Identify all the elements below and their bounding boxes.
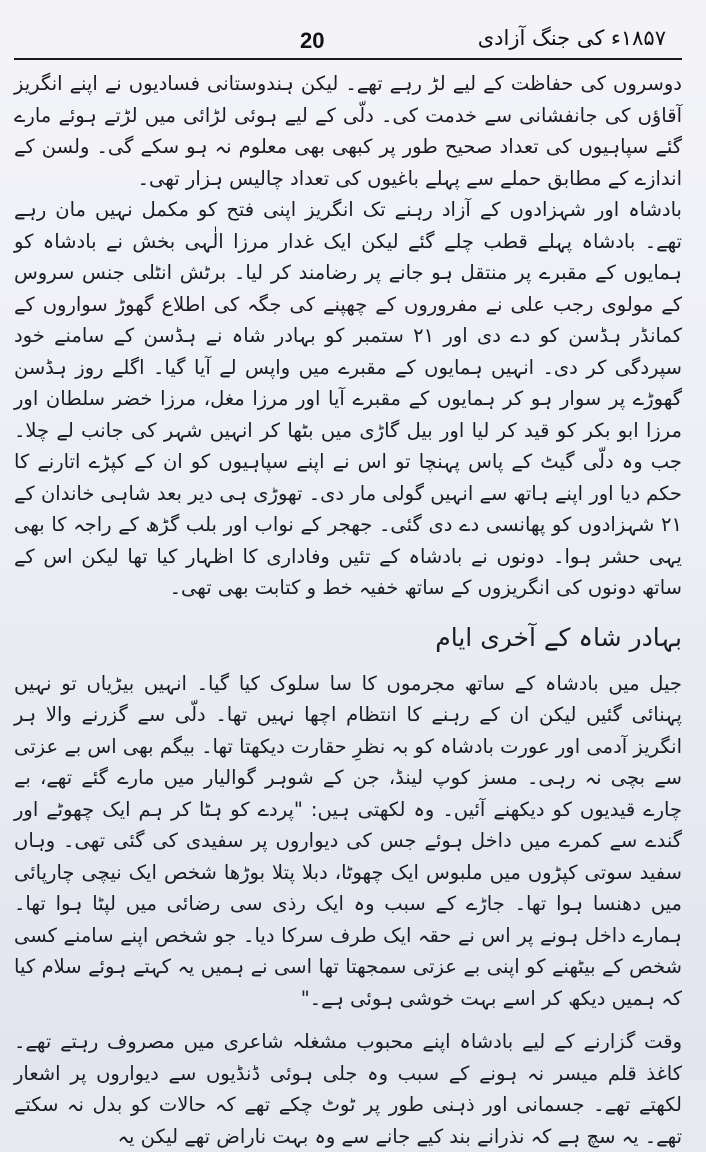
paragraph-2: بادشاہ اور شہزادوں کے آزاد رہنے تک انگریز اپنی فتح کو مکمل نہیں مان رہے تھے۔ بادشاہ پہلے قطب چلے گئے لیکن ایک غدار مرزا الٰہی بخش نے بادشاہ کو ہمایوں کے مقبرے پر منتقل ہو جانے پر رضامند کر لیا۔ برٹش انٹلی جنس سروس کے مولوی رجب علی نے مفروروں کے چھپنے کی جگہ کی اطلاع گھوڑ سواروں کے کمانڈر ہڈسن کو دے دی اور ۲۱ ستمبر کو بہادر شاہ نے ہڈسن کے سامنے خود سپردگی کر دی۔ انہیں ہمایوں کے مقبرے میں واپس لے آیا گیا۔ اگلے روز ہڈسن گھوڑے پر سوار ہو کر ہمایوں کے مقبرے آیا اور مرزا مغل، مرزا خضر سلطان اور مرزا ابو بکر کو قید کر لیا اور بیل گاڑی میں بٹھا کر انہیں شہر کی جانب لے چلا۔ جب وہ دلّی گیٹ کے پاس پہنچا تو اس نے اپنے سپاہیوں کو ان کے کپڑے اتارنے کا حکم دیا اور اپنے ہاتھ سے انہیں گولی مار دی۔ تھوڑی ہی دیر بعد شاہی خاندان کے ۲۱ شہزادوں کو پھانسی دے دی گئی۔ جھجر کے نواب اور بلب گڑھ کے راجہ کا بھی یہی حشر ہوا۔ دونوں نے بادشاہ کے تئیں وفاداری کا اظہار کیا تھا لیکن اس کے ساتھ دونوں کی انگریزوں کے ساتھ خفیہ خط و کتابت بھی تھی۔ — [14, 198, 683, 599]
paragraph-1: دوسروں کی حفاظت کے لیے لڑ رہے تھے۔ لیکن ہندوستانی فسادیوں نے اپنے انگریز آقاؤں کی جانفشانی سے خدمت کی۔ دلّی کے لیے ہوئی لڑائی میں لڑتے ہوئے مارے گئے سپاہیوں کی تعداد صحیح طور پر کبھی بھی معلوم نہ ہو سکے گی۔ ولسن کے اندازے کے مطابق حملے سے پہلے باغیوں کی تعداد چالیس ہزار تھی۔ — [14, 72, 682, 190]
page-number: 20 — [300, 28, 325, 53]
section-paragraph-2: وقت گزارنے کے لیے بادشاہ اپنے محبوب مشغلہ شاعری میں مصروف رہتے تھے۔ کاغذ قلم میسر نہ ہونے کے سبب وہ جلی ہوئی ڈنڈیوں سے دیواروں پر اشعار لکھتے تھے۔ جسمانی اور ذہنی طور پر ٹوٹ چکے تھے کہ حالات کو بدل نہ سکتے تھے۔ یہ سچ ہے کہ نذرانے بند کیے جانے سے وہ بہت ناراض تھے لیکن یہ — [14, 1030, 682, 1148]
header-divider — [14, 58, 682, 60]
section-paragraph-1: جیل میں بادشاہ کے ساتھ مجرموں کا سا سلوک کیا گیا۔ انہیں بیڑیاں تو نہیں پہنائی گئیں لیکن ان کے رہنے کا انتظام اچھا نہیں تھا۔ دلّی سے گزرنے والا ہر انگریز آدمی اور عورت بادشاہ کو بہ نظرِ حقارت دیکھتا تھا۔ بیگم بھی اس بے عزتی سے بچی نہ رہی۔ مسز کوپ لینڈ، جن کے شوہر گوالیار میں مارے گئے تھے، بے چارے قیدیوں کو دیکھنے آئیں۔ وہ لکھتی ہیں: "پردے کو ہٹا کر ہم ایک چھوٹے اور گندے سے کمرے میں داخل ہوئے جس کی دیواروں پر سفیدی کی گئی تھی۔ وہاں سفید سوتی کپڑوں میں ملبوس ایک چھوٹا، دبلا پتلا بوڑھا شخص ایک نیچی چارپائی میں دھنسا ہوا تھا۔ جاڑے کے سبب وہ ایک رذی سی رضائی میں لپٹا ہوا تھا۔ ہمارے داخل ہونے پر اس نے حقہ ایک طرف سرکا دیا۔ جو شخص اپنے سامنے کسی شخص کے بیٹھنے کو اپنی بے عزتی سمجھتا تھا اسی نے ہمیں یہ کہتے ہوئے سلام کیا کہ ہمیں دیکھ کر اسے بہت خوشی ہوئی ہے۔" — [14, 671, 682, 1010]
section-heading: بہادر شاہ کے آخری ایام — [435, 622, 682, 652]
page-header — [0, 22, 706, 66]
page-body — [14, 68, 682, 1152]
running-title: ۱۸۵۷ء کی جنگ آزادی — [477, 26, 666, 50]
